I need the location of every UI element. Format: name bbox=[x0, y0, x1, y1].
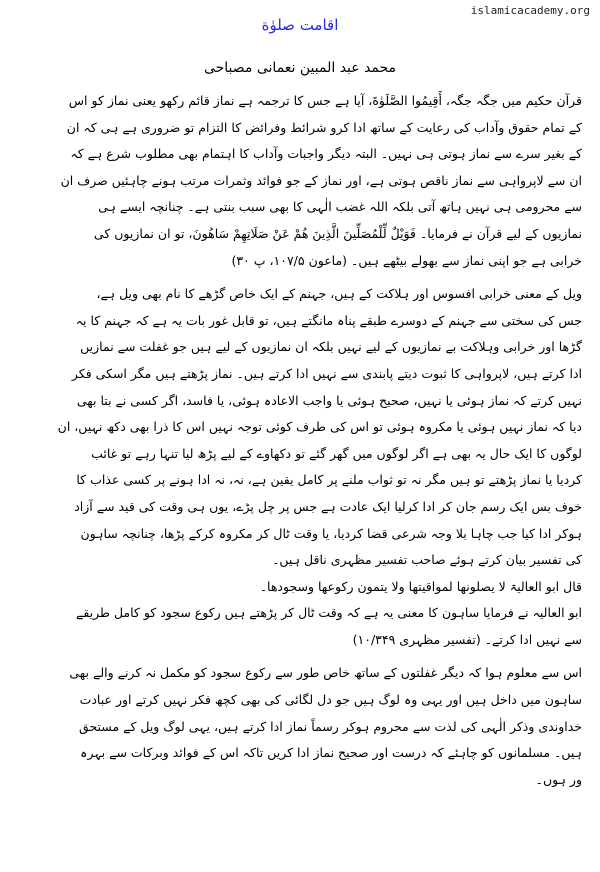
text-line: قال ابو العالیۃ لا یصلونھا لمواقیتھا ولا یتمون رکوعھا وسجودھا۔ bbox=[259, 578, 582, 594]
text-line: گڑھا اور خرابی وہلاکت بے نمازیوں کے لیے نہیں بلکہ ان نمازیوں کے لیے ہیں جو غفلت سے نمازیں bbox=[80, 339, 582, 355]
text-line: نہیں کرتے کہ نماز ہوئی یا نہیں، صحیح ہوئی یا واجب الاعادہ ہوئی، یا فاسد، اگر کسی نے بتا بھی bbox=[76, 392, 582, 408]
text-line: ہیں۔ مسلمانوں کو چاہئے کہ درست اور صحیح نماز ادا کریں تاکہ اس کے فوائد وبرکات سے بہرہ bbox=[80, 745, 582, 761]
text-line: خوف بس ایک رسم جان کر ادا کرلیا ایک عادت ہے جس پر چل پڑے، یوں ہی وقت کی قید سے آزاد bbox=[74, 498, 582, 514]
text-line: کردیا یا نماز پڑھتے تو ہیں مگر نہ تو ثواب ملنے پر کامل یقین ہے، نہ، نہ ادا ہونے پر کسی عذاب کا bbox=[76, 472, 582, 488]
text-line: ہوکر ادا کیا جب چاہا بلا وجہ شرعی قضا کردیا، یا وقت ٹال کر مکروہ کرکے پڑھا، چنانچہ ساہون bbox=[80, 525, 582, 541]
paragraph-2 bbox=[16, 281, 582, 574]
text-line: ویل کے معنی خرابی افسوس اور ہلاکت کے ہیں، جہنم کے ایک خاص گڑھے کا نام بھی ویل ہے، bbox=[96, 286, 582, 302]
paragraph-3 bbox=[16, 574, 582, 654]
text-line: اس سے معلوم ہوا کہ دیگر غفلتوں کے ساتھ خاص طور سے رکوع سجود کو مکمل نہ کرنے والے بھی bbox=[69, 665, 582, 681]
text-line: جس کی سختی سے جہنم کے دوسرے طبقے پناہ مانگتے ہیں، تو قابل غور بات یہ ہے کہ جہنم کا یہ bbox=[75, 312, 582, 328]
article-title: اقامت صلوٰة bbox=[261, 16, 339, 34]
text-line: سے محرومی ہی نہیں ہاتھ آتی بلکہ اللہ غضب الٰہی کا بھی سبب بنتی ہے۔ چنانچہ ایسے ہی bbox=[98, 199, 582, 215]
text-line: نمازیوں کے لیے قرآن نے فرمایا۔ فَوَيْلٌ لِّلْمُصَلِّينَ الَّذِينَ هُمْ عَنْ صَلَاتِهِمْ سَاهُونَ، تو ان نمازیوں کی bbox=[93, 225, 582, 241]
text-line: ان سے لاپرواہی سے نماز ناقص ہوتی ہے، اور نماز کے جو فوائد وثمرات مرتب ہونے چاہئیں صرف ان bbox=[60, 172, 582, 188]
article-body bbox=[16, 88, 582, 793]
text-line: ساہون میں داخل ہیں اور یہی وہ لوگ ہیں جو دل لگائی کی بھی کچھ فکر نہیں کرتے اور عبادت bbox=[79, 692, 582, 708]
text-line: ادا کرتے ہیں، لاپرواہی کا ثبوت دیتے پابندی سے نہیں ادا کرتے ہیں۔ نماز پڑھتے ہیں مگر اسکی فکر bbox=[71, 365, 582, 381]
text-line: خرابی ہے جو اپنی نماز سے بھولے بیٹھے ہیں۔ (ماعون ۱۰۷/۵، پ ۳۰) bbox=[231, 252, 582, 268]
paragraph-1 bbox=[16, 88, 582, 274]
paragraph-4 bbox=[16, 660, 582, 793]
text-line: سے نہیں ادا کرتے۔ (تفسیر مظہری ۱۰/۳۴۹) bbox=[352, 631, 582, 647]
author-name: محمد عبد المبین نعمانی مصباحی bbox=[203, 60, 397, 76]
text-line: ابو العالیہ نے فرمایا ساہون کا معنی یہ ہے کہ وقت ٹال کر پڑھتے ہیں رکوع سجود کو کامل طریقے bbox=[76, 605, 582, 621]
text-line: دیا کہ نماز نہیں ہوئی یا مکروہ ہوئی تو اس کی طرف کوئی توجہ نہیں اس کا ذرا بھی دکھ نہیں، ان bbox=[57, 419, 582, 435]
text-line: خداوندی وذکر الٰہی کی لذت سے محروم ہوکر رسماً نماز ادا کرتے ہیں، یہی لوگ ویل کے مستحق bbox=[79, 718, 582, 734]
text-line: قرآن حکیم میں جگہ جگہ، أَقِيمُوا الصَّلَوٰةَ، آیا ہے جس کا ترجمہ ہے نماز قائم رکھو یعنی نماز کو اس bbox=[68, 93, 582, 108]
site-watermark: islamicacademy.org bbox=[470, 4, 590, 17]
text-line: کی تفسیر بیان کرتے ہوئے صاحب تفسیر مظہری ناقل ہیں۔ bbox=[272, 552, 582, 568]
text-line: کے تمام حقوق وآداب کی رعایت کے ساتھ ادا کرو شرائط وفرائض کا التزام تو ضروری ہے ہی کہ ان bbox=[66, 119, 582, 135]
text-line: ور ہوں۔ bbox=[535, 771, 582, 787]
text-line: لوگوں کا ایک حال یہ بھی ہے اگر لوگوں میں گھر گئے تو دکھاوے کے لیے پڑھ لیا تنہا رہے تو غائب bbox=[91, 445, 582, 461]
text-line: کے بغیر سرے سے نماز ہوتی ہی نہیں۔ البتہ دیگر واجبات وآداب کا اہتمام بھی مطلوب شرع ہے کہ bbox=[70, 146, 582, 162]
